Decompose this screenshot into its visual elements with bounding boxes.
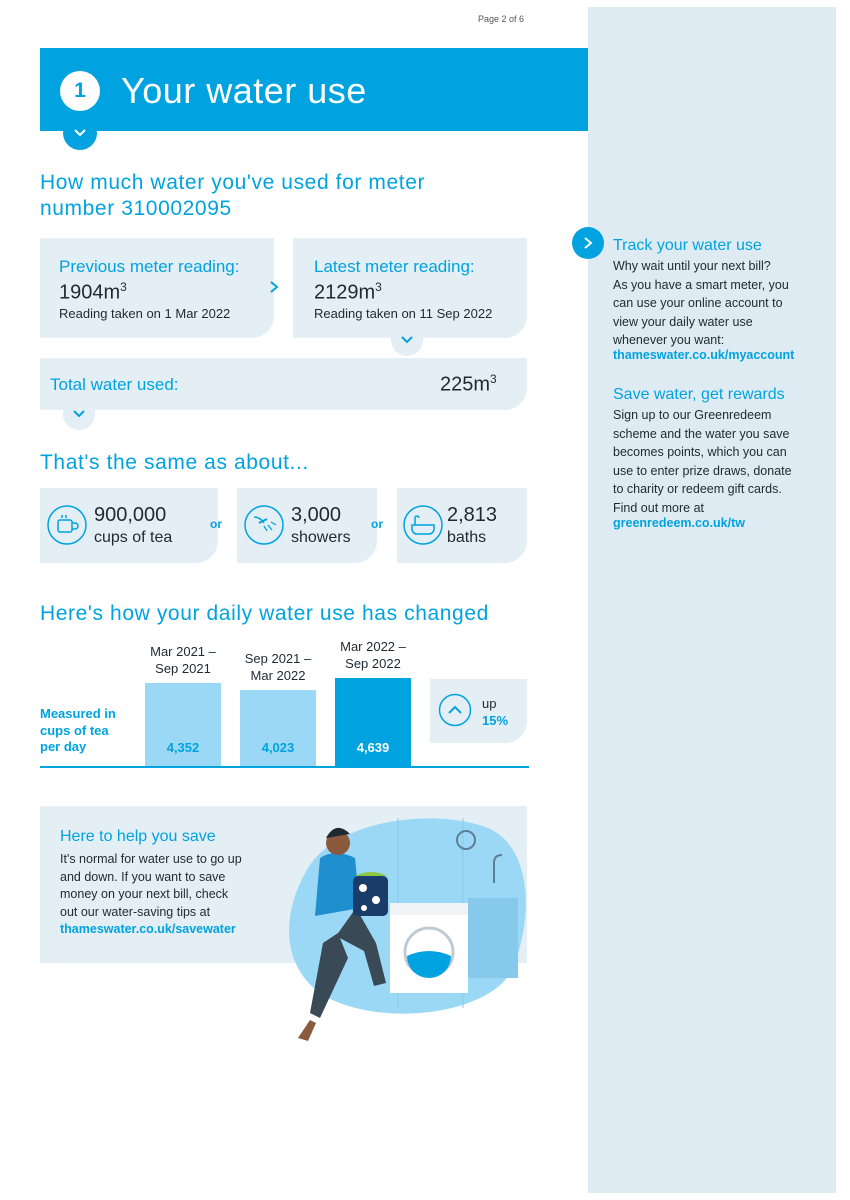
baths-label: baths <box>447 529 487 546</box>
bath-icon <box>403 505 443 550</box>
rewards-heading: Save water, get rewards <box>613 386 785 403</box>
chevron-right-icon <box>268 280 280 299</box>
bar-value-label: 4,023 <box>261 740 295 755</box>
bar-category-label: Mar 2022 – Sep 2022 <box>340 639 406 671</box>
page-number: Page 2 of 6 <box>477 14 524 24</box>
previous-reading-note: Reading taken on 1 Mar 2022 <box>59 306 231 321</box>
usage-heading-line1: How much water you've used for meter <box>40 171 426 194</box>
rewards-text: Sign up to our Greenredeem scheme and the water you save becomes points, which you can use to enter prize draws, donate to charity or redeem gift cards. Find out more at <box>613 408 792 515</box>
bar-category-label: Sep 2021 – Mar 2022 <box>244 651 312 683</box>
chevron-right-icon <box>572 227 604 259</box>
measure-label: Measured in cups of tea per day <box>40 706 116 754</box>
chevron-down-icon <box>391 324 423 356</box>
track-text: Why wait until your next bill? As you have a smart meter, you can use your online account to view your daily water use whenever you want: <box>613 259 789 347</box>
bar-category-label: Mar 2021 – Sep 2021 <box>150 644 216 676</box>
help-heading: Here to help you save <box>60 828 216 845</box>
baths-value: 2,813 <box>447 504 498 526</box>
or-label: or <box>210 517 222 531</box>
or-label: or <box>371 517 383 531</box>
previous-reading-value: $1904m^3$ <box>59 280 127 304</box>
bar-value-label: 4,352 <box>166 740 200 755</box>
shower-icon <box>244 505 284 550</box>
chevron-up-icon <box>438 693 472 732</box>
bar-value-label: 4,639 <box>356 740 390 755</box>
latest-reading-label: Latest meter reading: <box>314 257 475 276</box>
previous-reading-label: Previous meter reading: <box>59 257 240 276</box>
help-text: It's normal for water use to go up and down. If you want to save money on your next bill, check out our water-saving tips at <box>60 852 242 919</box>
savewater-link[interactable]: thameswater.co.uk/savewater <box>60 922 236 936</box>
showers-label: showers <box>291 529 351 546</box>
showers-value: 3,000 <box>291 504 342 526</box>
latest-reading-value: $2129m^3$ <box>314 280 382 304</box>
total-water-value: $225m^3$ <box>440 372 497 396</box>
laundry-illustration <box>268 808 538 1063</box>
total-water-label: Total water used: <box>50 375 179 394</box>
myaccount-link[interactable]: thameswater.co.uk/myaccount <box>613 348 795 362</box>
change-word: up <box>482 696 497 711</box>
teacup-icon <box>47 505 87 550</box>
tea-label: cups of tea <box>94 529 173 546</box>
daily-change-heading: Here's how your daily water use has changed <box>40 602 489 625</box>
chevron-down-icon <box>63 116 97 150</box>
latest-reading-note: Reading taken on 11 Sep 2022 <box>314 306 493 321</box>
tea-value: 900,000 <box>94 504 167 526</box>
sidebar-panel <box>588 7 836 1193</box>
equivalents-heading: That's the same as about... <box>40 451 309 474</box>
section-number-badge: 1 <box>60 71 100 111</box>
chart-baseline <box>40 766 529 768</box>
change-value: 15% <box>482 713 509 728</box>
greenredeem-link[interactable]: greenredeem.co.uk/tw <box>613 516 745 530</box>
track-heading: Track your water use <box>613 237 762 254</box>
usage-heading-line2: number 310002095 <box>40 197 232 220</box>
chevron-down-icon <box>63 398 95 430</box>
section-title: Your water use <box>121 70 367 111</box>
